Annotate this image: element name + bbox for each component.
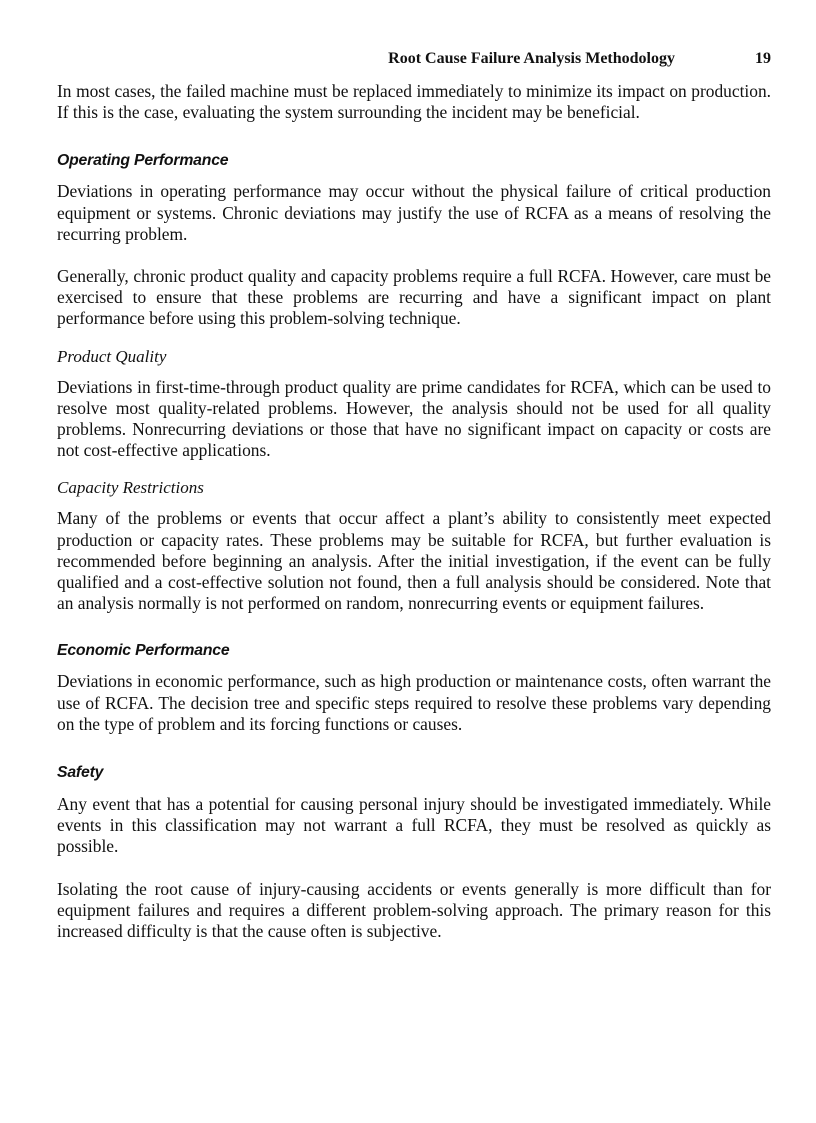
safety-paragraph-2: Isolating the root cause of injury-causing accidents or events generally is more difficult than for equipment failures and requires a different problem-solving approach. The primary reason for this increased difficulty is that the cause often is subjective.: [57, 878, 771, 942]
intro-paragraph: In most cases, the failed machine must be replaced immediately to minimize its impact on production. If this is the case, evaluating the system surrounding the incident may be beneficial.: [57, 81, 771, 123]
product-quality-paragraph: Deviations in first-time-through product quality are prime candidates for RCFA, which can be used to resolve most quality-related problems. However, the analysis should not be used for all quality problems. Nonrecurring deviations or those that have no significant impact on capacity or costs are not cost-effective applications.: [57, 376, 771, 461]
operating-performance-paragraph-1: Deviations in operating performance may occur without the physical failure of critical production equipment or systems. Chronic deviations may justify the use of RCFA as a means of resolving the recurring problem.: [57, 181, 771, 244]
economic-performance-paragraph: Deviations in economic performance, such as high production or maintenance costs, often warrant the use of RCFA. The decision tree and specific steps required to resolve these problems vary depending on the type of problem and its forcing functions or causes.: [57, 671, 771, 734]
subsection-heading-capacity-restrictions: Capacity Restrictions: [57, 478, 204, 498]
section-heading-economic-performance: Economic Performance: [57, 642, 230, 660]
capacity-restrictions-paragraph: Many of the problems or events that occur affect a plant’s ability to consistently meet expected production or capacity rates. These problems may be suitable for RCFA, but further evaluation is recommended before beginning an analysis. After the initial investigation, if the event can be fully qualified and a cost-effective solution not found, then a full analysis should be considered. Note that an analysis normally is not performed on random, nonrecurring events or equipment failures.: [57, 508, 771, 614]
section-heading-operating-performance: Operating Performance: [57, 152, 229, 170]
running-title: Root Cause Failure Analysis Methodology: [388, 50, 675, 67]
operating-performance-paragraph-2: Generally, chronic product quality and capacity problems require a full RCFA. However, care must be exercised to ensure that these problems are recurring and have a significant impact on plant performance before using this problem-solving technique.: [57, 266, 771, 329]
book-page: [57, 46, 771, 942]
page-number: 19: [755, 50, 771, 67]
running-header: [57, 46, 771, 72]
section-heading-safety: Safety: [57, 764, 104, 782]
safety-paragraph-1: Any event that has a potential for causing personal injury should be investigated immediately. While events in this classification may not warrant a full RCFA, they must be resolved as quickly as possible.: [57, 794, 771, 857]
subsection-heading-product-quality: Product Quality: [57, 346, 167, 366]
